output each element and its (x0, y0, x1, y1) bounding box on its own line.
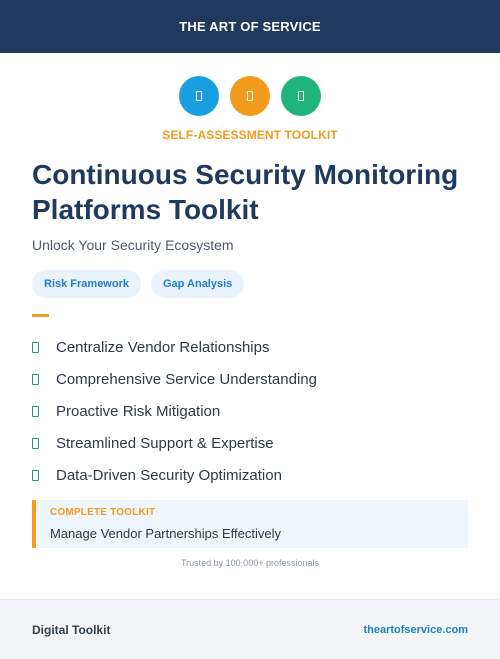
check-icon (32, 438, 39, 449)
page-title: Continuous Security Monitoring Platforms Toolkit (32, 159, 459, 225)
footer (0, 599, 500, 659)
feature-text: Comprehensive Service Understanding (56, 370, 317, 388)
footer-label: Digital Toolkit (32, 622, 111, 637)
feature-item (32, 395, 317, 427)
feature-item (32, 363, 317, 395)
accent-divider (32, 314, 49, 317)
website-link[interactable]: theartofservice.com (363, 623, 468, 636)
check-icon (32, 374, 39, 385)
feature-item (32, 331, 317, 363)
header-band (0, 0, 500, 53)
feature-text: Centralize Vendor Relationships (56, 338, 270, 356)
toolkit-callout (32, 500, 468, 548)
document-icon (298, 91, 304, 101)
check-icon (32, 406, 39, 417)
document-icon (247, 91, 253, 101)
blue-icon-circle (179, 76, 219, 116)
callout-label: COMPLETE TOOLKIT (50, 507, 156, 518)
feature-item (32, 459, 317, 491)
brand-name: THE ART OF SERVICE (179, 19, 321, 34)
callout-text: Manage Vendor Partnerships Effectively (50, 526, 282, 541)
feature-list (32, 331, 317, 491)
green-icon-circle (281, 76, 321, 116)
document-icon (196, 91, 202, 101)
trust-note: Trusted by 100,000+ professionals (180, 558, 319, 568)
subtitle: Unlock Your Security Ecosystem (32, 237, 234, 253)
eyebrow-label: SELF-ASSESSMENT TOOLKIT (162, 128, 338, 142)
orange-icon-circle (230, 76, 270, 116)
check-icon (32, 470, 39, 481)
check-icon (32, 342, 39, 353)
tag-gap-analysis: Gap Analysis (151, 270, 244, 298)
tag-list (32, 270, 244, 298)
feature-text: Proactive Risk Mitigation (56, 402, 221, 420)
feature-item (32, 427, 317, 459)
feature-text: Streamlined Support & Expertise (56, 434, 274, 452)
tag-risk-framework: Risk Framework (32, 270, 141, 298)
icon-row (0, 76, 500, 116)
feature-text: Data-Driven Security Optimization (56, 466, 282, 484)
